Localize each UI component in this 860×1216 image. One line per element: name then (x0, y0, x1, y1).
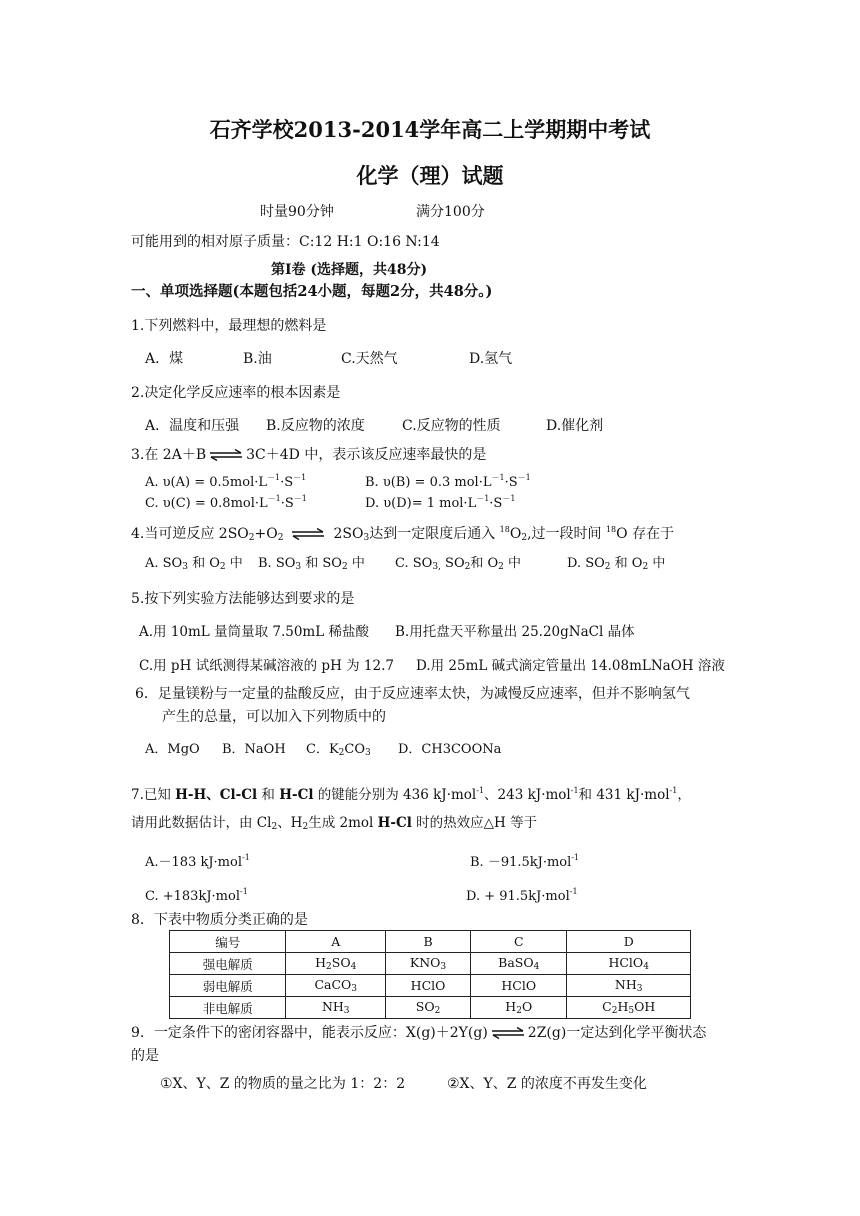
table-header-cell: D (567, 931, 691, 953)
table-row (170, 953, 691, 975)
table-cell: CaCO$_3$ (286, 975, 386, 997)
q2-option-a: A．温度和压强 (145, 418, 240, 434)
table-header-cell: 编号 (170, 931, 286, 953)
table-cell: HClO (471, 975, 567, 997)
q7-option-b: B. －91.5kJ·mol$^{-1}$ (470, 853, 580, 870)
row-label: 强电解质 (170, 953, 286, 975)
q4-option-b: B. $SO_3$ 和 $SO_2$ 中 (258, 556, 365, 572)
q4-option-c: C. $SO_{3,}$ $SO_2$和 $O_2$ 中 (395, 556, 522, 572)
equilibrium-arrow-icon (491, 1027, 525, 1039)
q7-stem-line2: 请用此数据估计，由 $Cl_2$、$H_2$生成 2mol H-Cl 时的热效应△H 等于 (131, 815, 538, 832)
q5-option-c: C.用 pH 试纸测得某碱溶液的 pH 为 12.7 (139, 658, 394, 674)
table-cell: $NH_3$ (567, 975, 691, 997)
q4-stem: 4.当可逆反应 $2SO_2+O_2$ $2SO_3$达到一定限度后通入 $^{18}O_2$,过一段时间 $^{18}$O 存在于 (131, 525, 675, 543)
q3-stem-part2: 3C＋4D 中，表示该反应速率最快的是 (246, 447, 487, 463)
time-limit: 时量90分钟 (260, 204, 334, 220)
table-header-cell: C (471, 931, 567, 953)
q9-stem-line2: 的是 (131, 1048, 159, 1064)
table-header-row (170, 931, 691, 953)
q8-stem: 8．下表中物质分类正确的是 (131, 912, 308, 928)
classification-table (169, 930, 691, 1019)
exam-subtitle: 化学（理）试题 (356, 163, 504, 188)
table-row (170, 975, 691, 997)
q7-option-d: D. + 91.5kJ·mol$^{-1}$ (466, 887, 578, 904)
q2-stem: 2.决定化学反应速率的根本因素是 (131, 385, 341, 401)
q1-option-d: D.氢气 (469, 351, 513, 367)
q3-option-b: B. υ(B) = 0.3 $mol\cdot L^{-1}\cdot S^{-1}$ (365, 473, 531, 490)
q5-option-a: A.用 10mL 量筒量取 7.50mL 稀盐酸 (139, 624, 369, 640)
q1-stem: 1.下列燃料中，最理想的燃料是 (131, 318, 327, 334)
q6-stem-line2: 产生的总量，可以加入下列物质中的 (162, 709, 386, 725)
q2-option-c: C.反应物的性质 (402, 418, 501, 434)
atomic-mass-note: 可能用到的相对原子质量：C:12 H:1 O:16 N:14 (131, 234, 440, 250)
table-cell: BaSO$_4$ (471, 953, 567, 975)
row-label: 非电解质 (170, 997, 286, 1019)
q7-stem-line1: 7.已知 H-H、Cl-Cl 和 H-Cl 的键能分别为 436 kJ·mol$^{-1}$、243 kJ·mol$^{-1}$和 431 kJ·mol$^{-1}$， (131, 786, 691, 803)
equilibrium-arrow-icon (286, 528, 330, 540)
table-cell: $H_2O$ (471, 997, 567, 1019)
q9-statement-2: ②X、Y、Z 的浓度不再发生变化 (447, 1076, 647, 1092)
row-label: 弱电解质 (170, 975, 286, 997)
q3-option-d: D. υ(D)= 1 $mol\cdot L^{-1}\cdot S^{-1}$ (365, 494, 516, 511)
table-cell: $SO_2$ (385, 997, 470, 1019)
q1-option-b: B.油 (243, 351, 272, 367)
table-cell: $NH_3$ (286, 997, 386, 1019)
q3-option-c: C. $\upsilon(C) = 0.8mol\cdot L^{-1}\cdot S^{-1}$ (145, 494, 307, 511)
q6-option-a: A．MgO (145, 742, 200, 757)
q6-option-d: D．CH3COONa (398, 742, 502, 757)
q9-statement-1: ①X、Y、Z 的物质的量之比为 1：2：2 (160, 1076, 406, 1092)
q5-stem: 5.按下列实验方法能够达到要求的是 (131, 591, 355, 607)
q6-option-c: C．$K_2CO_3$ (306, 742, 371, 758)
q2-option-d: D.催化剂 (546, 418, 604, 434)
table-row (170, 997, 691, 1019)
q9-stem-line1: 9．一定条件下的密闭容器中，能表示反应：X(g)＋2Y(g) 2Z(g)一定达到化学平衡状态 (131, 1025, 707, 1041)
q4-option-a: A. $SO_3$ 和 $O_2$ 中 (145, 556, 243, 572)
q7-option-a: A.－183 kJ·mol$^{-1}$ (145, 853, 250, 870)
q6-option-b: B．NaOH (222, 742, 286, 757)
q1-option-a: A．煤 (145, 351, 184, 367)
q7-option-c: C. +183kJ·mol$^{-1}$ (145, 887, 248, 904)
q3-stem (131, 446, 486, 464)
volume-heading: 第Ⅰ卷 (选择题，共48分) (271, 262, 428, 278)
exam-title: 石齐学校2013-2014学年高二上学期期中考试 (209, 117, 651, 142)
q5-option-b: B.用托盘天平称量出 25.20gNaCl 晶体 (395, 624, 635, 640)
table-cell: $KNO_3$ (385, 953, 470, 975)
q6-stem-line1: 6．足量镁粉与一定量的盐酸反应，由于反应速率太快，为减慢反应速率，但并不影响氢气 (135, 686, 690, 702)
table-cell: HClO$_4$ (567, 953, 691, 975)
q3-stem-part1: 3.在 2A＋B (131, 447, 207, 463)
equilibrium-arrow-icon (209, 449, 243, 461)
table-cell: $C_2H_5OH$ (567, 997, 691, 1019)
q4-option-d: D. $SO_2$ 和 $O_2$ 中 (567, 556, 666, 572)
part-heading: 一、单项选择题(本题包括24小题，每题2分，共48分。) (131, 283, 493, 300)
table-cell: HClO (385, 975, 470, 997)
q5-option-d: D.用 25mL 碱式滴定管量出 14.08mLNaOH 溶液 (416, 658, 725, 674)
q1-option-c: C.天然气 (341, 351, 398, 367)
q2-option-b: B.反应物的浓度 (266, 418, 365, 434)
table-header-cell: A (286, 931, 386, 953)
full-score: 满分100分 (416, 204, 485, 220)
table-header-cell: B (385, 931, 470, 953)
q3-option-a: A. $\upsilon(A) = 0.5mol\cdot L^{-1}\cdot S^{-1}$ (145, 473, 307, 490)
table-cell: $H_2SO_4$ (286, 953, 386, 975)
